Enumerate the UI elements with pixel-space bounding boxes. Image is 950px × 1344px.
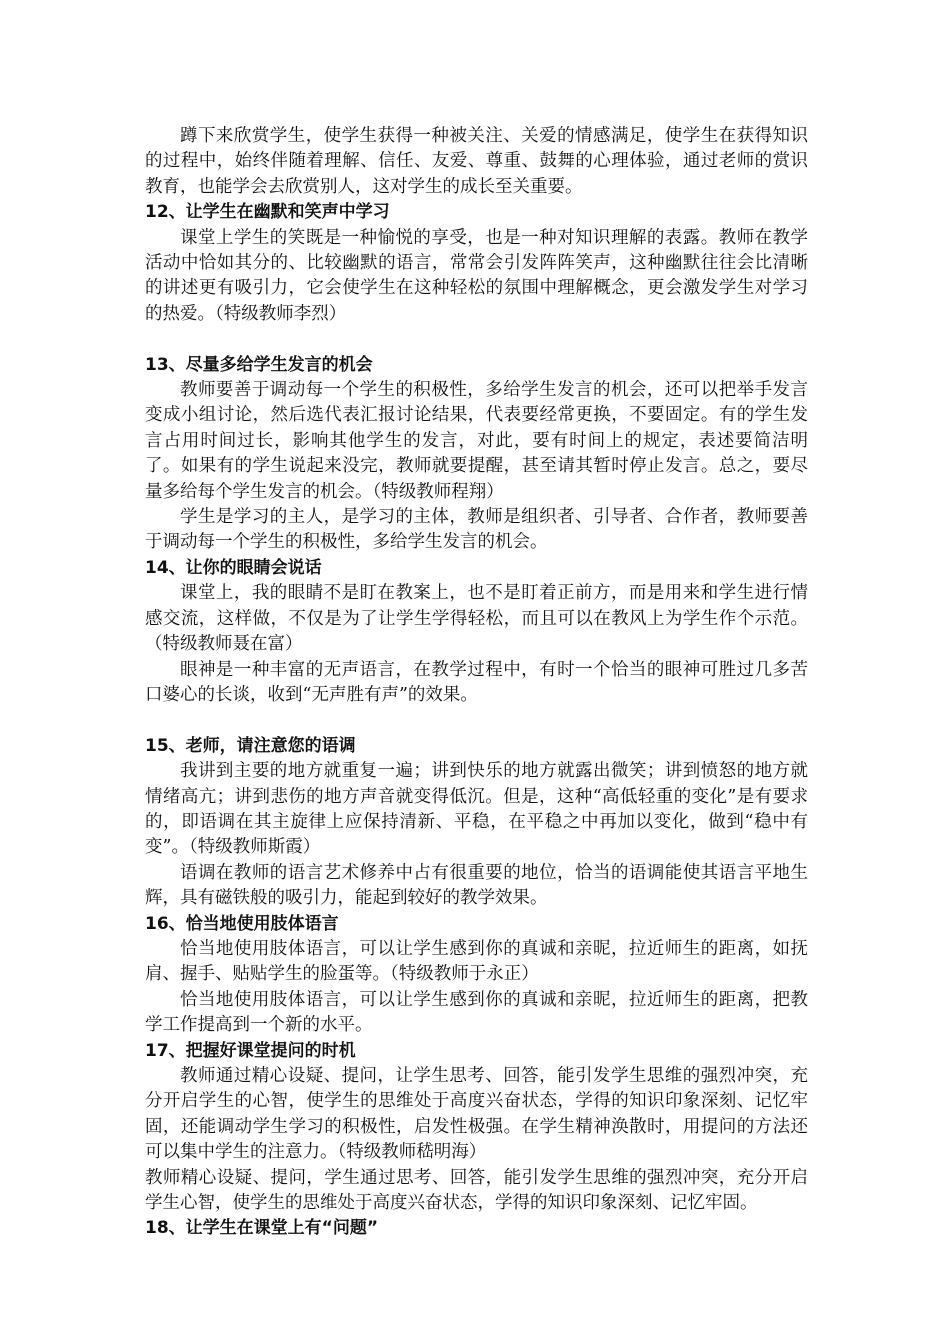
blank-line	[145, 327, 808, 352]
paragraph: 教师要善于调动每一个学生的积极性，多给学生发言的机会，还可以把举手发言变成小组讨论，然后选代表汇报讨论结果，代表要经常更换，不要固定。有的学生发言占用时间过长，影响其他学生的发言，对此，要有时间上的规定，表述要简洁明了。如果有的学生说起来没完，教师就要提醒，甚至请其暂时停止发言。总之，要尽量多给每个学生发言的机会。（特级教师程翔）	[145, 380, 808, 502]
paragraph: 课堂上，我的眼睛不是盯在教案上，也不是盯着正前方，而是用来和学生进行情感交流，这样做，不仅是为了让学生学得轻松，而且可以在教风上为学生作个示范。（特级教师聂在富）	[145, 583, 808, 655]
paragraph: 教师精心设疑、提问，学生通过思考、回答，能引发学生思维的强烈冲突，充分开启学生心智，使学生的思维处于高度兴奋状态，学得的知识印象深刻、记忆牢固。	[145, 1167, 808, 1214]
section-heading: 18、让学生在课堂上有“问题”	[145, 1218, 379, 1239]
section-heading: 17、把握好课堂提问的时机	[145, 1040, 356, 1061]
paragraph: 课堂上学生的笑既是一种愉悦的享受，也是一种对知识理解的表露。教师在教学活动中恰如其分的、比较幽默的语言，常常会引发阵阵笑声，这种幽默往往会比清晰的讲述更有吸引力，它会使学生在这种轻松的氛围中理解概念，更会激发学生对学习的热爱。（特级教师李烈）	[145, 227, 808, 324]
paragraph: 蹲下来欣赏学生，使学生获得一种被关注、关爱的情感满足，使学生在获得知识的过程中，始终伴随着理解、信任、友爱、尊重、鼓舞的心理体验，通过老师的赏识教育，也能学会去欣赏别人，这对学生的成长至关重要。	[145, 126, 808, 197]
section-heading: 16、恰当地使用肢体语言	[145, 913, 339, 934]
paragraph: 恰当地使用肢体语言，可以让学生感到你的真诚和亲昵，拉近师生的距离，把教学工作提高到一个新的水平。	[145, 989, 808, 1036]
section-heading: 15、老师，请注意您的语调	[145, 735, 356, 756]
paragraph: 恰当地使用肢体语言，可以让学生感到你的真诚和亲昵，拉近师生的距离，如抚肩、握手、贴贴学生的脸蛋等。（特级教师于永正）	[145, 938, 808, 985]
section-heading: 12、让学生在幽默和笑声中学习	[145, 202, 390, 223]
paragraph: 我讲到主要的地方就重复一遍；讲到快乐的地方就露出微笑；讲到愤怒的地方就情绪高亢；讲到悲伤的地方声音就变得低沉。但是，这种“高低轻重的变化”是有要求的，即语调在其主旋律上应保持清新、平稳，在平稳之中再加以变化，做到“稳中有变”。（特级教师斯霞）	[145, 761, 808, 858]
blank-line	[145, 708, 808, 733]
section-heading: 14、让你的眼睛会说话	[145, 557, 322, 578]
section-heading: 13、尽量多给学生发言的机会	[145, 354, 373, 375]
paragraph: 教师通过精心设疑、提问，让学生思考、回答，能引发学生思维的强烈冲突，充分开启学生的心智，使学生的思维处于高度兴奋状态，学得的知识印象深刻、记忆牢固，还能调动学生学习的积极性，启发性极强。在学生精神涣散时，用提问的方法还可以集中学生的注意力。（特级教师嵇明海）	[145, 1066, 808, 1163]
paragraph: 眼神是一种丰富的无声语言，在教学过程中，有时一个恰当的眼神可胜过几多苦口婆心的长谈，收到“无声胜有声”的效果。	[145, 659, 808, 705]
document-page	[145, 124, 808, 1242]
paragraph: 语调在教师的语言艺术修养中占有很重要的地位，恰当的语调能使其语言平地生辉，具有磁铁般的吸引力，能起到较好的教学效果。	[145, 862, 808, 909]
paragraph: 学生是学习的主人，是学习的主体，教师是组织者、引导者、合作者，教师要善于调动每一个学生的积极性，多给学生发言的机会。	[145, 507, 808, 553]
